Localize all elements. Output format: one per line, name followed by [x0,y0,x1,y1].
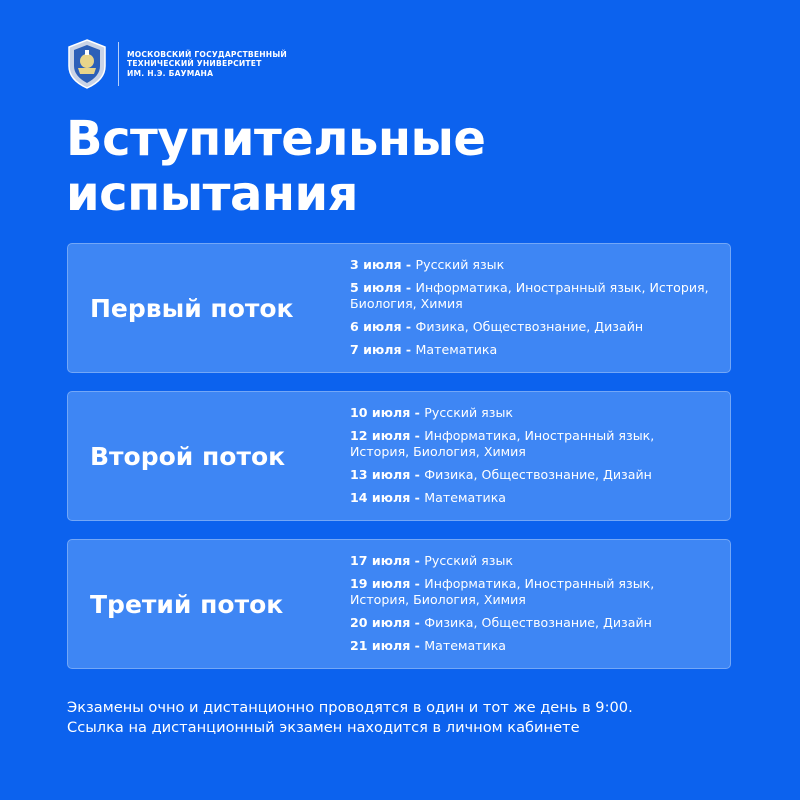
footer-note [67,698,633,738]
page-title [66,112,485,222]
exam-separator: - [410,553,425,568]
exam-date: 10 июля [350,405,411,420]
exam-subjects: Математика [415,342,498,357]
logo-divider [118,42,119,86]
exam-subjects: Информатика, Иностранный язык, История, Биология, Химия [350,428,655,459]
stream-title: Третий поток [90,589,284,619]
exam-subjects: Русский язык [424,405,513,420]
exam-list [350,405,710,513]
stream-card-first [67,243,731,373]
stream-card-second [67,391,731,521]
exam-item [350,405,710,421]
exam-subjects: Информатика, Иностранный язык, История, Биология, Химия [350,576,655,607]
exam-separator: - [401,319,416,334]
exam-subjects: Русский язык [415,257,505,272]
exam-list [350,257,710,365]
exam-separator: - [410,405,425,420]
exam-subjects: Физика, Обществознание, Дизайн [424,467,652,482]
exam-item [350,638,710,654]
exam-date: 5 июля [350,280,402,295]
exam-separator: - [401,280,416,295]
university-logo [64,38,287,90]
exam-item [350,280,710,312]
footer-line2: Ссылка на дистанционный экзамен находится в личном кабинете [67,719,580,736]
exam-item [350,319,710,335]
footer-line1: Экзамены очно и дистанционно проводятся в один и тот же день в 9:00. [67,699,633,716]
exam-date: 7 июля [350,342,402,357]
exam-subjects: Математика [424,490,507,505]
exam-date: 17 июля [350,553,411,568]
university-name-line2: ТЕХНИЧЕСКИЙ УНИВЕРСИТЕТ [127,59,262,69]
exam-separator: - [401,342,416,357]
page-title-line1: Вступительные [66,111,486,167]
exam-separator: - [410,490,425,505]
exam-date: 13 июля [350,467,411,482]
exam-date: 12 июля [350,428,411,443]
stream-title: Первый поток [90,293,294,323]
exam-list [350,553,710,661]
stream-card-third [67,539,731,669]
exam-date: 14 июля [350,490,411,505]
exam-separator: - [410,638,425,653]
exam-separator: - [410,467,425,482]
exam-subjects: Физика, Обществознание, Дизайн [424,615,652,630]
exam-date: 3 июля [350,257,402,272]
exam-subjects: Информатика, Иностранный язык, История, Биология, Химия [350,280,709,311]
exam-subjects: Русский язык [424,553,513,568]
exam-item [350,615,710,631]
exam-item [350,553,710,569]
stream-title: Второй поток [90,441,286,471]
exam-item [350,257,710,273]
exam-date: 19 июля [350,576,411,591]
exam-separator: - [401,257,416,272]
exam-item [350,490,710,506]
exam-separator: - [410,428,425,443]
exam-date: 20 июля [350,615,411,630]
university-name-line3: ИМ. Н.Э. БАУМАНА [127,68,214,78]
university-name [127,50,287,79]
exam-date: 21 июля [350,638,411,653]
exam-item [350,428,710,460]
exam-subjects: Физика, Обществознание, Дизайн [415,319,644,334]
exam-separator: - [410,615,425,630]
university-crest-icon [64,38,110,90]
exam-item [350,342,710,358]
exam-subjects: Математика [424,638,507,653]
exam-item [350,576,710,608]
page-title-line2: испытания [66,166,358,222]
university-name-line1: МОСКОВСКИЙ ГОСУДАРСТВЕННЫЙ [127,49,287,59]
exam-date: 6 июля [350,319,402,334]
exam-item [350,467,710,483]
exam-separator: - [410,576,425,591]
